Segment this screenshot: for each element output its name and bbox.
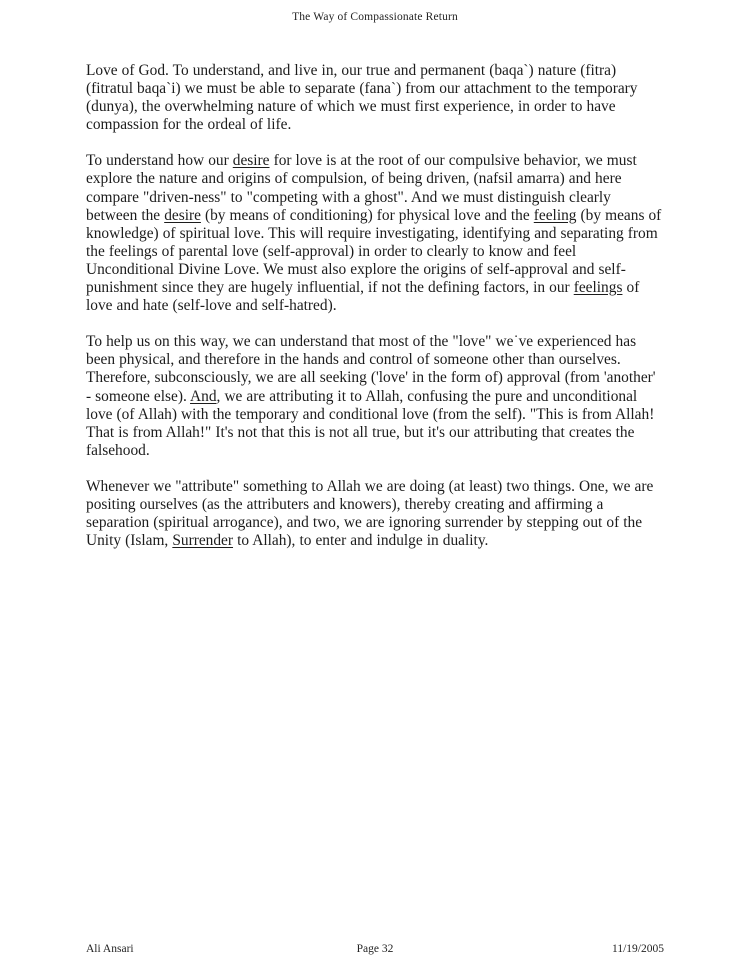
emphasized-term: And	[190, 387, 217, 405]
emphasized-term: feeling	[533, 206, 577, 224]
emphasized-term: desire	[232, 152, 270, 170]
footer-page-number: Page 32	[356, 943, 394, 955]
emphasized-term: feelings	[573, 279, 623, 297]
paragraph-4: Whenever we "attribute" something to Allah we are doing (at least) two things. One, we are positing ourselves (as the attributers and knowers), thereby creating and affirming a separation (spiritual arrogance), and two, we are ignoring surrender by stepping out of the Unity (Islam, Surrender to Allah), to enter and indulge in duality.	[86, 477, 654, 550]
body-text-block	[86, 62, 664, 550]
footer-author: Ali Ansari	[86, 943, 134, 955]
page-footer	[86, 941, 664, 957]
paragraph-1: Love of God. To understand, and live in, our true and permanent (baqa`) nature (fitra) (fitratul baqa`i) we must be able to separate (fana`) from our attachment to the temporary (dunya), the overwhelming nature of which we must first experience, in order to have compassion for the ordeal of life.	[86, 62, 638, 134]
footer-date: 11/19/2005	[612, 943, 664, 955]
paragraph-3: To help us on this way, we can understand that most of the "love" we˙ve experienced has been physical, and therefore in the hands and control of someone other than ourselves. Therefore, subconsciously, we are all seeking ('love' in the form of) approval (from 'another' - someone else). And, we are attributing it to Allah, confusing the pure and unconditional love (of Allah) with the temporary and conditional love (from the self). "This is from Allah! That is from Allah!" It's not that this is not all true, but it's our attributing that creates the falsehood.	[86, 333, 656, 459]
paragraph-2: To understand how our desire for love is at the root of our compulsive behavior, we must explore the nature and origins of compulsion, of being driven, (nafsil amarra) and here compare "driven-ness" to "competing with a ghost". And we must distinguish clearly between the desire (by means of conditioning) for physical love and the feeling (by means of knowledge) of spiritual love. This will require investigating, identifying and separating from the feelings of parental love (self-approval) in order to clearly to know and feel Unconditional Divine Love. We must also explore the origins of self-approval and self-punishment since they are hugely influential, if not the defining factors, in our feelings of love and hate (self-love and self-hatred).	[86, 152, 662, 315]
running-header: The Way of Compassionate Return	[292, 11, 458, 23]
emphasized-term: desire	[164, 206, 201, 224]
emphasized-term: Surrender	[172, 532, 234, 550]
